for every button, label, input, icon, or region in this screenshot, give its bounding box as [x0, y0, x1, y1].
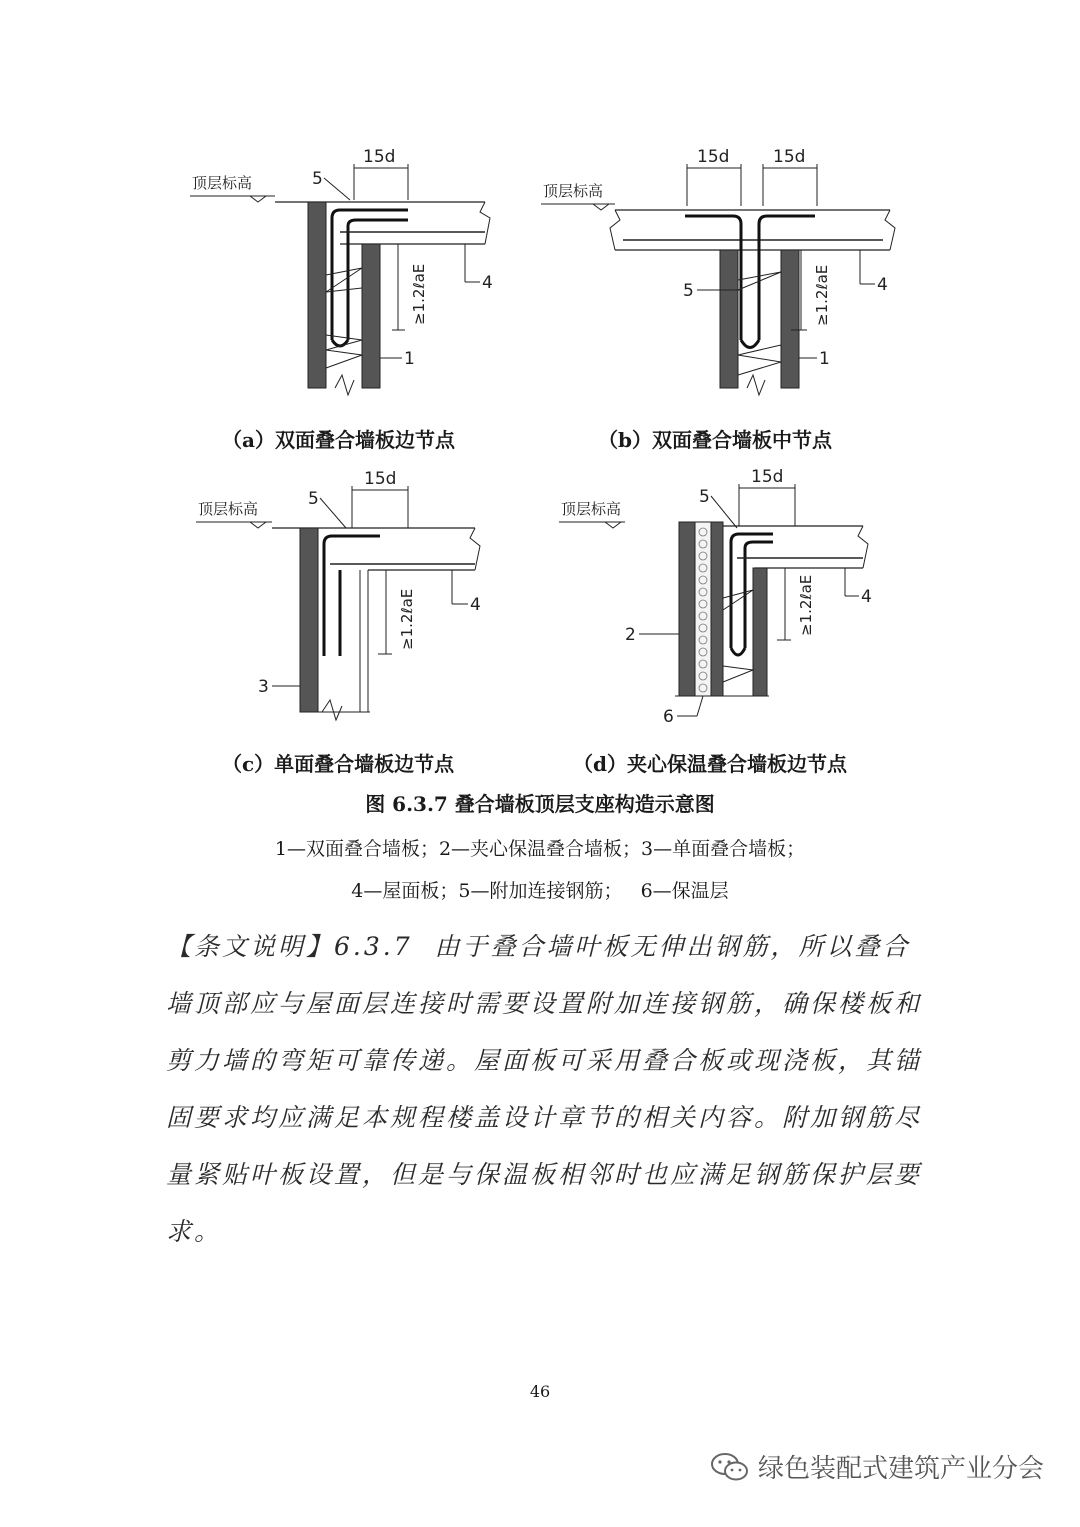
diagram-b [535, 140, 905, 400]
diagram-a [180, 140, 520, 400]
commentary-text: 由于叠合墙叶板无伸出钢筋，所以叠合墙顶部应与屋面层连接时需要设置附加连接钢筋，确保楼板和剪力墙的弯矩可靠传递。屋面板可采用叠合板或现浇板，其锚固要求均应满足本规程楼盖设计章节的相关内容。附加钢筋尽量紧贴叶板设置，但是与保温板相邻时也应满足钢筋保护层要求。 [166, 932, 923, 1246]
label-1: 1 [819, 349, 830, 369]
label-5: 5 [699, 487, 710, 507]
label-5: 5 [308, 489, 319, 509]
elevation-label: 顶层标高 [543, 182, 604, 200]
anchor-length: ≥1.2ℓaE [813, 264, 831, 326]
dim-15d-right: 15d [773, 147, 806, 167]
anchor-length: ≥1.2ℓaE [410, 263, 428, 325]
legend-line-2: 4—屋面板；5—附加连接钢筋； 6—保温层 [351, 880, 729, 902]
label-5: 5 [312, 169, 323, 189]
caption-d: （d）夹心保温叠合墙板边节点 [573, 752, 847, 776]
label-2: 2 [625, 625, 636, 645]
label-1: 1 [404, 349, 415, 369]
dim-15d: 15d [751, 467, 784, 487]
figure-title: 图 6.3.7 叠合墙板顶层支座构造示意图 [365, 792, 715, 816]
caption-a: （a）双面叠合墙板边节点 [222, 428, 455, 452]
legend-line-1: 1—双面叠合墙板；2—夹心保温叠合墙板；3—单面叠合墙板； [274, 838, 806, 860]
commentary [166, 918, 926, 1260]
label-4: 4 [470, 595, 481, 615]
dim-15d-left: 15d [697, 147, 730, 167]
watermark [710, 1448, 1044, 1485]
label-6: 6 [663, 707, 674, 727]
watermark-text: 绿色装配式建筑产业分会 [757, 1454, 1044, 1484]
label-4: 4 [861, 587, 872, 607]
elevation-label: 顶层标高 [198, 500, 259, 518]
diagram-c [190, 470, 510, 720]
dim-15d: 15d [364, 469, 397, 489]
diagram-d [555, 467, 895, 730]
caption-b: （b）双面叠合墙板中节点 [598, 428, 832, 452]
commentary-lead: 【条文说明】6.3.7 [166, 932, 413, 961]
label-4: 4 [877, 275, 888, 295]
page-number: 46 [529, 1382, 551, 1401]
elevation-label: 顶层标高 [192, 174, 253, 192]
anchor-length: ≥1.2ℓaE [398, 588, 416, 650]
anchor-length: ≥1.2ℓaE [797, 574, 815, 636]
dim-15d: 15d [363, 147, 396, 167]
caption-c: （c）单面叠合墙板边节点 [222, 752, 455, 776]
elevation-label: 顶层标高 [561, 500, 622, 518]
label-3: 3 [258, 677, 269, 697]
wechat-icon [710, 1451, 750, 1483]
label-4: 4 [482, 273, 493, 293]
label-5: 5 [683, 281, 694, 301]
